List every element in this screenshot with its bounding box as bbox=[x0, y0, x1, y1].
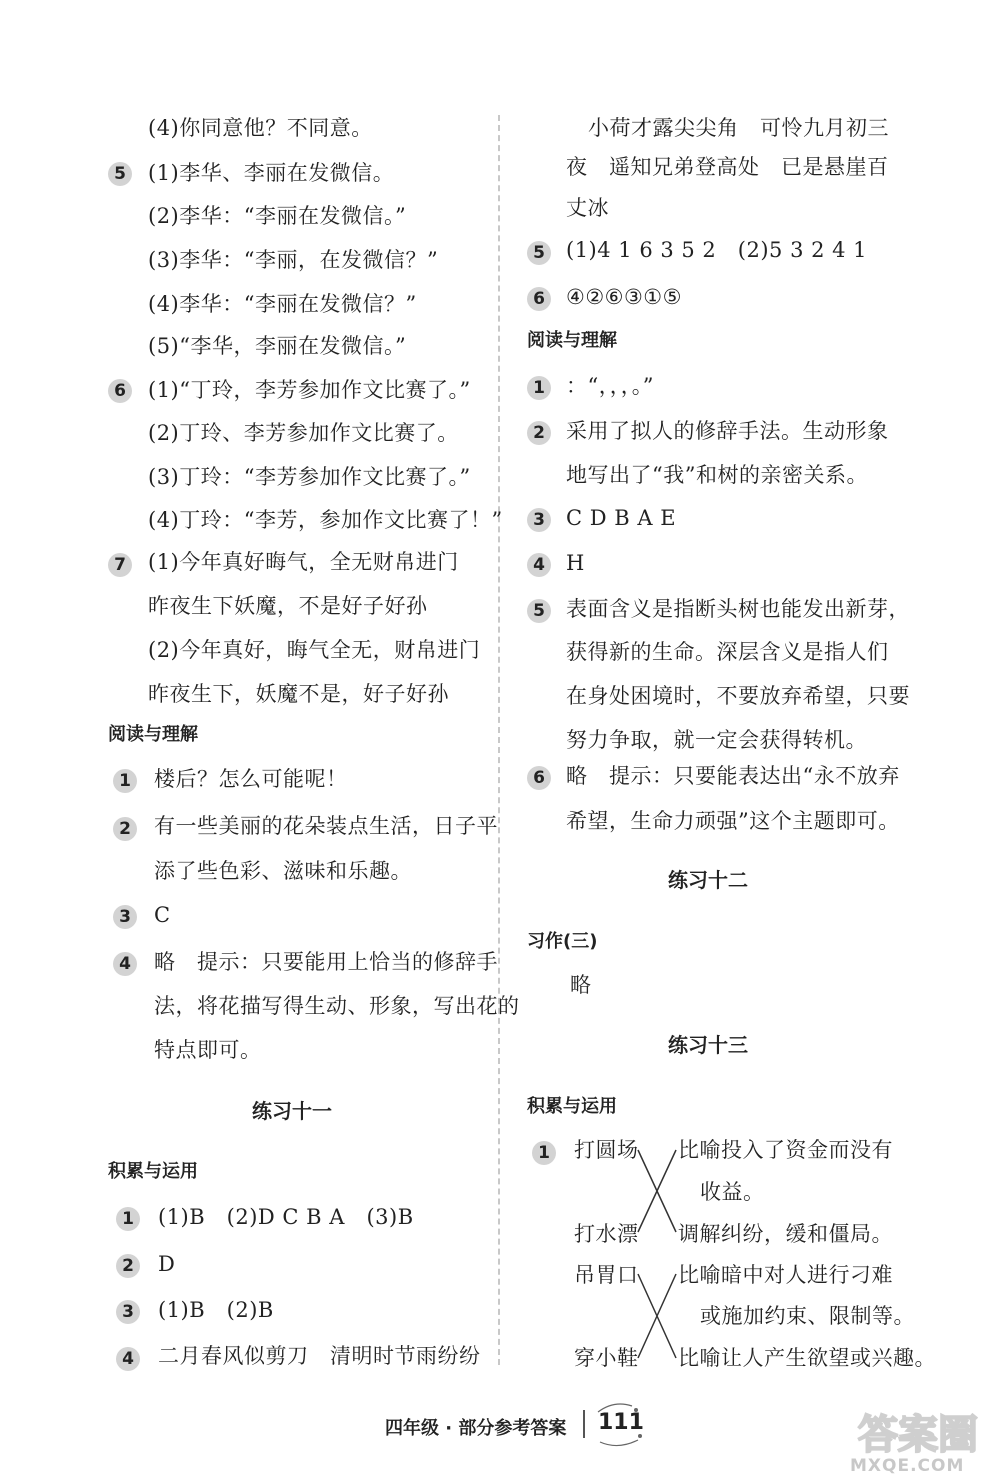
answer-4-4: (4)你同意他？不同意。 bbox=[148, 116, 373, 140]
question-number-3: 3 bbox=[527, 508, 551, 532]
answer-line: D bbox=[158, 1252, 176, 1276]
section-title-reading: 阅读与理解 bbox=[108, 724, 198, 745]
answer-line: (2)丁玲、李芳参加作文比赛了。 bbox=[148, 421, 459, 445]
answer-line: (1)李华、李丽在发微信。 bbox=[148, 161, 395, 185]
match-right-item: 收益。 bbox=[700, 1180, 765, 1204]
question-number-4: 4 bbox=[116, 1347, 140, 1371]
answer-line: 楼后？怎么可能呢！ bbox=[154, 767, 348, 791]
answer-line: H bbox=[566, 551, 585, 575]
answer-line: ④②⑥③①⑤ bbox=[566, 285, 682, 309]
match-left-item: 打圆场 bbox=[574, 1138, 639, 1162]
poem-line: 丈冰 bbox=[566, 196, 609, 220]
section-title-accumulation: 积累与运用 bbox=[108, 1161, 198, 1182]
section-title-writing: 习作(三) bbox=[527, 931, 598, 952]
match-right-item: 或施加约束、限制等。 bbox=[700, 1304, 915, 1328]
answer-line: 获得新的生命。深层含义是指人们 bbox=[566, 640, 889, 664]
question-number-4: 4 bbox=[113, 952, 137, 976]
match-left-item: 吊胃口 bbox=[574, 1263, 639, 1287]
answer-line: (1)B (2)D C B A (3)B bbox=[158, 1205, 414, 1229]
question-number-3: 3 bbox=[116, 1300, 140, 1324]
answer-line: C D B A E bbox=[566, 506, 677, 530]
question-number-5: 5 bbox=[108, 162, 132, 186]
footer-separator bbox=[583, 1410, 585, 1438]
question-number-5: 5 bbox=[527, 241, 551, 265]
match-left-item: 穿小鞋 bbox=[574, 1346, 639, 1370]
match-left-item: 打水漂 bbox=[574, 1222, 639, 1246]
answer-line: 采用了拟人的修辞手法。生动形象 bbox=[566, 419, 889, 443]
footer-grade: 四年级 bbox=[385, 1418, 439, 1439]
match-right-item: 比喻投入了资金而没有 bbox=[678, 1138, 893, 1162]
answer-line: (1)“丁玲，李芳参加作文比赛了。” bbox=[148, 378, 471, 402]
question-number-4: 4 bbox=[527, 553, 551, 577]
question-number-7: 7 bbox=[108, 553, 132, 577]
answer-line: 有一些美丽的花朵装点生活，日子平 bbox=[154, 814, 498, 838]
question-number-6: 6 bbox=[108, 379, 132, 403]
match-right-item: 比喻让人产生欲望或兴趣。 bbox=[678, 1346, 936, 1370]
answer-line: 地写出了“我”和树的亲密关系。 bbox=[566, 463, 868, 487]
poem-line: 夜 遥知兄弟登高处 已是悬崖百 bbox=[566, 155, 889, 179]
match-right-item: 调解纠纷，缓和僵局。 bbox=[678, 1222, 893, 1246]
answer-line: ：“，，，。” bbox=[566, 374, 654, 398]
answer-line: (5)“李华，李丽在发微信。” bbox=[148, 334, 407, 358]
exercise-title-12: 练习十二 bbox=[668, 868, 748, 892]
svg-text:答案圈: 答案圈 bbox=[858, 1412, 978, 1458]
answer-line: C bbox=[154, 903, 171, 927]
answer-line: 略 提示：只要能表达出“永不放弃 bbox=[566, 764, 900, 788]
answer-line: 略 提示：只要能用上恰当的修辞手 bbox=[154, 950, 498, 974]
footer-dot: · bbox=[445, 1418, 453, 1439]
answer-line: 特点即可。 bbox=[154, 1038, 262, 1062]
question-number-1: 1 bbox=[527, 376, 551, 400]
poem-line: 小荷才露尖尖角 可怜九月初三 bbox=[588, 116, 889, 140]
question-number-6: 6 bbox=[527, 287, 551, 311]
answer-line: 希望，生命力顽强”这个主题即可。 bbox=[566, 809, 900, 833]
answer-line: (3)李华：“李丽，在发微信？” bbox=[148, 248, 439, 272]
question-number-3: 3 bbox=[113, 905, 137, 929]
answer-line: (1)B (2)B bbox=[158, 1298, 274, 1322]
answer-line: (4)李华：“李丽在发微信？” bbox=[148, 292, 417, 316]
answer-line: 昨夜生下妖魔，不是好子好孙 bbox=[148, 594, 428, 618]
answer-line: 略 bbox=[570, 973, 592, 997]
answer-line: (2)李华：“李丽在发微信。” bbox=[148, 204, 407, 228]
section-title-reading: 阅读与理解 bbox=[527, 330, 617, 351]
footer-label bbox=[385, 1414, 566, 1440]
question-number-5: 5 bbox=[527, 599, 551, 623]
answer-line: (1)今年真好晦气，全无财帛进门 bbox=[148, 550, 459, 574]
answer-line: 在身处困境时，不要放弃希望，只要 bbox=[566, 684, 910, 708]
answer-line: 二月春风似剪刀 清明时节雨纷纷 bbox=[158, 1344, 481, 1368]
question-number-1: 1 bbox=[116, 1207, 140, 1231]
answer-line: 昨夜生下，妖魔不是，好子好孙 bbox=[148, 682, 449, 706]
question-number-2: 2 bbox=[113, 817, 137, 841]
question-number-1: 1 bbox=[113, 769, 137, 793]
exercise-title-13: 练习十三 bbox=[668, 1033, 748, 1057]
exercise-title-11: 练习十一 bbox=[252, 1099, 332, 1123]
question-number-6: 6 bbox=[527, 766, 551, 790]
question-number-2: 2 bbox=[116, 1254, 140, 1278]
match-right-item: 比喻暗中对人进行刁难 bbox=[678, 1263, 893, 1287]
section-title-accumulation: 积累与运用 bbox=[527, 1096, 617, 1117]
answer-line: (4)丁玲：“李芳，参加作文比赛了！” bbox=[148, 508, 503, 532]
question-number-2: 2 bbox=[527, 421, 551, 445]
answer-line: 添了些色彩、滋味和乐趣。 bbox=[154, 859, 412, 883]
watermark-url: MXQE.COM bbox=[850, 1456, 965, 1476]
page-number: 111 bbox=[598, 1410, 644, 1435]
answer-line: (2)今年真好，晦气全无，财帛进门 bbox=[148, 638, 481, 662]
answer-line: (3)丁玲：“李芳参加作文比赛了。” bbox=[148, 465, 471, 489]
footer-answers: 部分参考答案 bbox=[458, 1418, 567, 1439]
answer-line: (1)4 1 6 3 5 2 (2)5 3 2 4 1 bbox=[566, 238, 868, 262]
answer-line: 表面含义是指断头树也能发出新芽， bbox=[566, 597, 910, 621]
answer-line: 努力争取，就一定会获得转机。 bbox=[566, 728, 867, 752]
question-number-1: 1 bbox=[532, 1141, 556, 1165]
answer-line: 法，将花描写得生动、形象，写出花的 bbox=[154, 994, 520, 1018]
